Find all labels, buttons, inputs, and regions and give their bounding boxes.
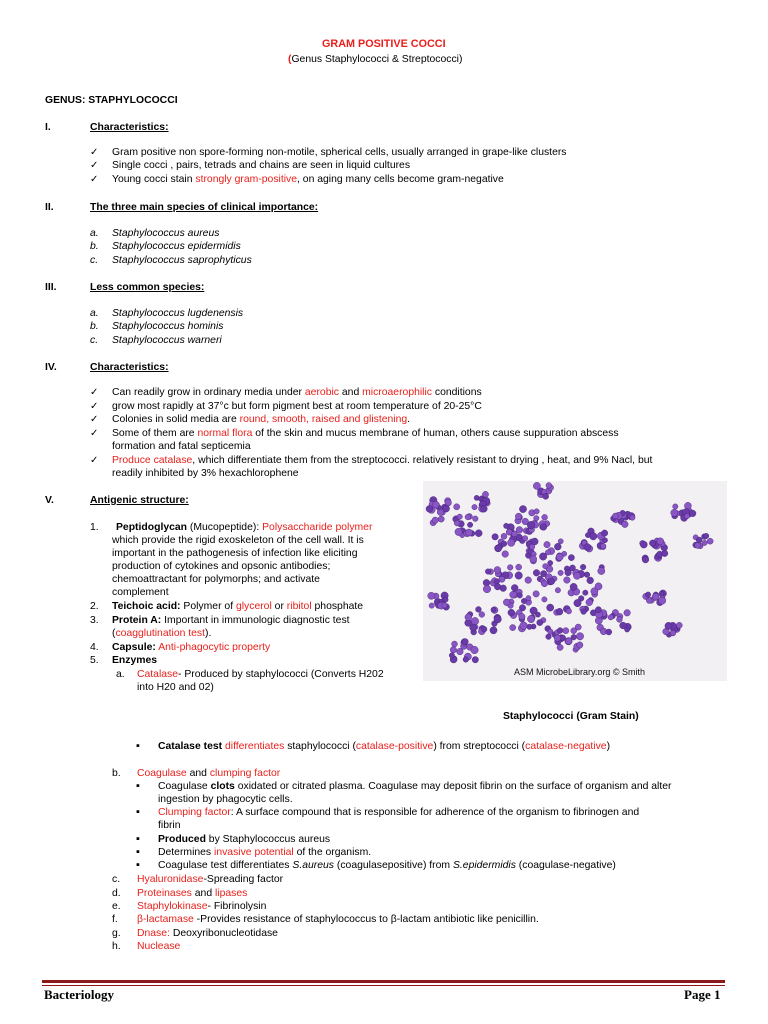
coccus-cell bbox=[519, 506, 526, 513]
coccus-cell bbox=[612, 513, 618, 519]
coccus-cell bbox=[457, 514, 462, 519]
section-number: IV. bbox=[45, 362, 57, 373]
enzyme-item: Nuclease bbox=[137, 941, 181, 952]
list-letter: c. bbox=[90, 255, 99, 266]
coccus-cell bbox=[566, 608, 572, 614]
coccus-cell bbox=[652, 593, 659, 600]
footer-page-number: Page 1 bbox=[684, 987, 721, 1002]
coccus-cell bbox=[570, 583, 577, 590]
coccus-cell bbox=[568, 555, 574, 561]
bullet-item: ▪ Catalase test differentiates staphylococci (catalase-positive) from streptococci (catalase-negative) bbox=[158, 740, 610, 753]
section-number: V. bbox=[45, 495, 54, 506]
list-letter: a. bbox=[90, 308, 99, 319]
coccus-cell bbox=[581, 609, 587, 615]
list-item: ✓ Some of them are normal flora of the skin and mucus membrane of human, others cause suppuration abscess bbox=[112, 427, 619, 440]
coccus-cell bbox=[432, 517, 438, 523]
coccus-cell bbox=[544, 541, 550, 547]
coccus-cell bbox=[548, 560, 553, 565]
staphylococci-cluster-image bbox=[423, 481, 727, 681]
coccus-cell bbox=[492, 534, 498, 540]
coccus-cell bbox=[564, 577, 571, 584]
coccus-cell bbox=[495, 545, 502, 552]
coccus-cell bbox=[600, 543, 606, 549]
coccus-cell bbox=[516, 564, 522, 570]
coccus-cell bbox=[465, 529, 472, 536]
subtitle-open-paren: ( bbox=[288, 54, 292, 65]
coccus-cell bbox=[534, 516, 539, 521]
enzyme-item-continuation: into H20 and 02) bbox=[137, 682, 214, 693]
list-item: ✓ Gram positive non spore-forming non-motile, spherical cells, usually arranged in grape-like clusters bbox=[112, 146, 567, 159]
coccus-cell bbox=[577, 642, 583, 648]
enzyme-item: Coagulase and clumping factor bbox=[137, 768, 281, 779]
antigen-item-continuation: important in the pathogenesis of infection like eliciting bbox=[112, 548, 358, 559]
antigen-item-continuation: production of cytokines and opsonic antibodies; bbox=[112, 561, 331, 572]
coccus-cell bbox=[695, 542, 701, 548]
coccus-cell bbox=[584, 572, 590, 578]
bullet-item-continuation: ingestion by phagocytic cells. bbox=[158, 794, 293, 805]
coccus-cell bbox=[520, 622, 528, 630]
coccus-cell bbox=[521, 598, 526, 603]
coccus-cell bbox=[485, 569, 490, 574]
coccus-cell bbox=[576, 633, 583, 640]
coccus-cell bbox=[541, 580, 548, 587]
coccus-cell bbox=[475, 530, 482, 537]
coccus-cell bbox=[467, 522, 472, 527]
coccus-cell bbox=[704, 533, 709, 538]
coccus-cell bbox=[443, 597, 448, 602]
list-letter: h. bbox=[112, 941, 121, 952]
coccus-cell bbox=[590, 533, 597, 540]
coccus-cell bbox=[490, 627, 497, 634]
coccus-cell bbox=[573, 572, 580, 579]
coccus-cell bbox=[547, 604, 554, 611]
coccus-cell bbox=[587, 577, 594, 584]
antigen-item-continuation: complement bbox=[112, 587, 169, 598]
coccus-cell bbox=[507, 565, 513, 571]
coccus-cell bbox=[571, 634, 577, 640]
coccus-cell bbox=[472, 657, 478, 663]
species-item: Staphylococcus hominis bbox=[112, 321, 224, 332]
genus-heading: GENUS: STAPHYLOCOCCI bbox=[45, 95, 178, 106]
coccus-cell bbox=[624, 610, 631, 617]
coccus-cell bbox=[470, 624, 477, 631]
coccus-cell bbox=[476, 607, 482, 613]
coccus-cell bbox=[676, 622, 682, 628]
subtitle-text: Genus Staphylococci & Streptococci) bbox=[291, 54, 463, 65]
coccus-cell bbox=[491, 607, 496, 612]
coccus-cell bbox=[565, 638, 572, 645]
coccus-cell bbox=[510, 625, 516, 631]
coccus-cell bbox=[432, 501, 439, 508]
coccus-cell bbox=[546, 634, 552, 640]
coccus-cell bbox=[454, 504, 460, 510]
coccus-cell bbox=[563, 628, 569, 634]
coccus-cell bbox=[503, 599, 510, 606]
coccus-cell bbox=[512, 531, 518, 537]
list-letter: b. bbox=[112, 768, 121, 779]
list-letter: b. bbox=[90, 321, 99, 332]
coccus-cell bbox=[494, 567, 501, 574]
coccus-cell bbox=[602, 538, 607, 543]
coccus-cell bbox=[530, 556, 537, 563]
species-item: Staphylococcus warneri bbox=[112, 335, 222, 346]
coccus-cell bbox=[426, 506, 433, 513]
coccus-cell bbox=[527, 521, 535, 529]
coccus-cell bbox=[606, 629, 612, 635]
coccus-cell bbox=[443, 505, 450, 512]
coccus-cell bbox=[517, 593, 522, 598]
coccus-cell bbox=[548, 629, 553, 634]
coccus-cell bbox=[502, 551, 509, 558]
list-number: 4. bbox=[90, 642, 99, 653]
coccus-cell bbox=[515, 513, 522, 520]
section-number: I. bbox=[45, 122, 51, 133]
antigen-item-continuation: chemoattractant for polymorphs; and activate bbox=[112, 574, 320, 585]
list-item: ✓ Produce catalase, which differentiate them from the streptococci. relatively resistant to drying , heat, and 9% Nacl, but bbox=[112, 454, 652, 467]
list-item: ✓ Colonies in solid media are round, smooth, raised and glistening. bbox=[112, 413, 410, 426]
coccus-cell bbox=[525, 577, 532, 584]
coccus-cell bbox=[471, 617, 479, 625]
coccus-cell bbox=[640, 541, 647, 548]
coccus-cell bbox=[543, 564, 548, 569]
gram-stain-micrograph bbox=[423, 481, 727, 681]
section-title: Antigenic structure: bbox=[90, 495, 189, 506]
list-number: 2. bbox=[90, 601, 99, 612]
coccus-cell bbox=[642, 556, 649, 563]
coccus-cell bbox=[558, 570, 563, 575]
antigen-item: Teichoic acid: Polymer of glycerol or ribitol phosphate bbox=[112, 601, 364, 612]
coccus-cell bbox=[533, 591, 539, 597]
list-letter: b. bbox=[90, 241, 99, 252]
section-title: The three main species of clinical importance: bbox=[90, 202, 319, 213]
coccus-cell bbox=[494, 583, 501, 590]
coccus-cell bbox=[622, 521, 629, 528]
coccus-cell bbox=[463, 657, 469, 663]
coccus-cell bbox=[580, 564, 586, 570]
coccus-cell bbox=[554, 543, 561, 550]
coccus-cell bbox=[501, 533, 507, 539]
coccus-cell bbox=[510, 591, 517, 598]
list-item: ✓ Can readily grow in ordinary media under aerobic and microaerophilic conditions bbox=[112, 386, 482, 399]
coccus-cell bbox=[462, 639, 468, 645]
coccus-cell bbox=[645, 592, 650, 597]
coccus-cell bbox=[539, 553, 546, 560]
coccus-cell bbox=[662, 550, 668, 556]
coccus-cell bbox=[542, 597, 547, 602]
coccus-cell bbox=[684, 513, 689, 518]
coccus-cell bbox=[465, 514, 471, 520]
bullet-item: ▪ Determines invasive potential of the organism. bbox=[158, 846, 371, 859]
species-item: Staphylococcus aureus bbox=[112, 228, 220, 239]
enzyme-item: Hyaluronidase-Spreading factor bbox=[137, 874, 284, 885]
coccus-cell bbox=[542, 514, 548, 520]
document-subtitle bbox=[288, 53, 462, 66]
section-title: Characteristics: bbox=[90, 122, 169, 133]
coccus-cell bbox=[707, 538, 713, 544]
coccus-cell bbox=[472, 504, 477, 509]
coccus-cell bbox=[515, 572, 522, 579]
coccus-cell bbox=[527, 615, 534, 622]
coccus-cell bbox=[565, 569, 572, 576]
bullet-item: ▪ Coagulase test differentiates S.aureus (coagulasepositive) from S.epidermidis (coagulase-negative) bbox=[158, 859, 616, 872]
list-letter: c. bbox=[112, 874, 121, 885]
species-item: Staphylococcus saprophyticus bbox=[112, 255, 252, 266]
list-item-continuation: readily inhibited by 3% hexachlorophene bbox=[112, 468, 299, 479]
list-letter: f. bbox=[112, 914, 118, 925]
coccus-cell bbox=[689, 510, 696, 517]
coccus-cell bbox=[558, 539, 563, 544]
list-item: ✓ grow most rapidly at 37°c but form pigment best at room temperature of 20-25°C bbox=[112, 400, 482, 413]
coccus-cell bbox=[511, 585, 518, 592]
coccus-cell bbox=[452, 641, 458, 647]
coccus-cell bbox=[533, 570, 540, 577]
list-letter: e. bbox=[112, 901, 121, 912]
coccus-cell bbox=[583, 590, 588, 595]
coccus-cell bbox=[537, 620, 543, 626]
coccus-cell bbox=[530, 607, 537, 614]
coccus-cell bbox=[534, 509, 539, 514]
coccus-cell bbox=[519, 613, 525, 619]
footer-rule-thin bbox=[42, 985, 725, 986]
coccus-cell bbox=[455, 528, 462, 535]
coccus-cell bbox=[481, 505, 488, 512]
coccus-cell bbox=[527, 624, 532, 629]
species-item: Staphylococcus lugdenensis bbox=[112, 308, 244, 319]
coccus-cell bbox=[557, 644, 563, 650]
coccus-cell bbox=[630, 515, 635, 520]
coccus-cell bbox=[429, 603, 434, 608]
footer-left: Bacteriology bbox=[44, 987, 115, 1002]
coccus-cell bbox=[608, 615, 613, 620]
coccus-cell bbox=[438, 516, 444, 522]
species-item: Staphylococcus epidermidis bbox=[112, 241, 241, 252]
coccus-cell bbox=[557, 628, 563, 634]
coccus-cell bbox=[479, 612, 485, 618]
coccus-cell bbox=[598, 567, 605, 574]
list-letter: a. bbox=[116, 669, 125, 680]
coccus-cell bbox=[494, 579, 499, 584]
list-item: ✓ Young cocci stain strongly gram-positive, on aging many cells become gram-negative bbox=[112, 173, 504, 186]
coccus-cell bbox=[620, 622, 627, 629]
coccus-cell bbox=[494, 616, 501, 623]
enzyme-item: Catalase- Produced by staphylococci (Converts H202 bbox=[137, 669, 384, 680]
coccus-cell bbox=[483, 585, 491, 593]
coccus-cell bbox=[481, 626, 487, 632]
coccus-cell bbox=[702, 540, 707, 545]
coccus-cell bbox=[696, 537, 702, 543]
coccus-cell bbox=[522, 536, 527, 541]
list-number: 3. bbox=[90, 615, 99, 626]
coccus-cell bbox=[595, 583, 602, 590]
antigen-item: Protein A: Important in immunologic diagnostic test bbox=[112, 615, 350, 626]
enzymes-heading: Enzymes bbox=[112, 655, 158, 666]
list-item: ✓ Single cocci , pairs, tetrads and chains are seen in liquid cultures bbox=[112, 159, 410, 172]
antigen-item: Capsule: Anti-phagocytic property bbox=[112, 642, 271, 653]
section-number: III. bbox=[45, 282, 57, 293]
enzyme-item: Staphylokinase- Fibrinolysin bbox=[137, 901, 267, 912]
coccus-cell bbox=[457, 648, 464, 655]
coccus-cell bbox=[471, 646, 479, 654]
coccus-cell bbox=[473, 516, 479, 522]
antigen-item-continuation: (coagglutination test). bbox=[112, 628, 212, 639]
image-credit: ASM MicrobeLibrary.org © Smith bbox=[514, 667, 646, 677]
coccus-cell bbox=[428, 592, 435, 599]
coccus-cell bbox=[450, 647, 456, 653]
coccus-cell bbox=[442, 603, 447, 608]
coccus-cell bbox=[546, 483, 552, 489]
coccus-cell bbox=[449, 653, 454, 658]
coccus-cell bbox=[649, 540, 655, 546]
bullet-item: ▪ Coagulase clots oxidated or citrated plasma. Coagulase may deposit fibrin on the surface of organism and alter bbox=[158, 780, 672, 793]
coccus-cell bbox=[659, 597, 666, 604]
section-number: II. bbox=[45, 202, 54, 213]
coccus-cell bbox=[670, 630, 676, 636]
list-number: 1. bbox=[90, 522, 99, 533]
coccus-cell bbox=[665, 622, 672, 629]
coccus-cell bbox=[586, 599, 593, 606]
coccus-cell bbox=[646, 598, 652, 604]
antigen-item: Peptidoglycan (Mucopeptide): Polysaccharide polymer bbox=[116, 522, 373, 533]
coccus-cell bbox=[556, 553, 563, 560]
coccus-cell bbox=[548, 578, 555, 585]
section-title: Characteristics: bbox=[90, 362, 169, 373]
enzyme-item: Dnase: Deoxyribonucleotidase bbox=[137, 928, 278, 939]
bullet-item-continuation: fibrin bbox=[158, 820, 181, 831]
coccus-cell bbox=[465, 614, 472, 621]
figure-caption: Staphylococci (Gram Stain) bbox=[503, 711, 639, 722]
bullet-item: ▪ Clumping factor: A surface compound that is responsible for adherence of the organism to fibrinogen and bbox=[158, 806, 639, 819]
coccus-cell bbox=[555, 588, 560, 593]
coccus-cell bbox=[543, 493, 549, 499]
coccus-cell bbox=[584, 544, 591, 551]
antigen-item-continuation: which provide the rigid exoskeleton of the cell wall. It is bbox=[112, 535, 364, 546]
coccus-cell bbox=[504, 523, 509, 528]
coccus-cell bbox=[574, 599, 581, 606]
coccus-cell bbox=[571, 628, 577, 634]
coccus-cell bbox=[501, 541, 507, 547]
coccus-cell bbox=[531, 538, 538, 545]
list-letter: g. bbox=[112, 928, 121, 939]
coccus-cell bbox=[554, 635, 561, 642]
coccus-cell bbox=[671, 509, 678, 516]
list-letter: d. bbox=[112, 888, 121, 899]
coccus-cell bbox=[540, 524, 547, 531]
coccus-cell bbox=[684, 502, 691, 509]
coccus-cell bbox=[556, 608, 563, 615]
list-letter: c. bbox=[90, 335, 99, 346]
footer-rule-thick bbox=[42, 980, 725, 983]
coccus-cell bbox=[673, 504, 678, 509]
list-number: 5. bbox=[90, 655, 99, 666]
coccus-cell bbox=[454, 520, 460, 526]
enzyme-item: β-lactamase -Provides resistance of staphylococcus to β-lactam antibiotic like penicillin. bbox=[137, 914, 539, 925]
coccus-cell bbox=[601, 530, 607, 536]
coccus-cell bbox=[657, 538, 664, 545]
coccus-cell bbox=[508, 609, 515, 616]
list-letter: a. bbox=[90, 228, 99, 239]
section-title: Less common species: bbox=[90, 282, 205, 293]
coccus-cell bbox=[595, 607, 601, 613]
document-title: GRAM POSITIVE COCCI bbox=[322, 38, 446, 50]
bullet-item: ▪ Produced by Staphylococcus aureus bbox=[158, 833, 330, 846]
list-item-continuation: formation and fatal septicemia bbox=[112, 441, 251, 452]
enzyme-item: Proteinases and lipases bbox=[137, 888, 248, 899]
coccus-cell bbox=[508, 539, 515, 546]
coccus-cell bbox=[617, 617, 623, 623]
